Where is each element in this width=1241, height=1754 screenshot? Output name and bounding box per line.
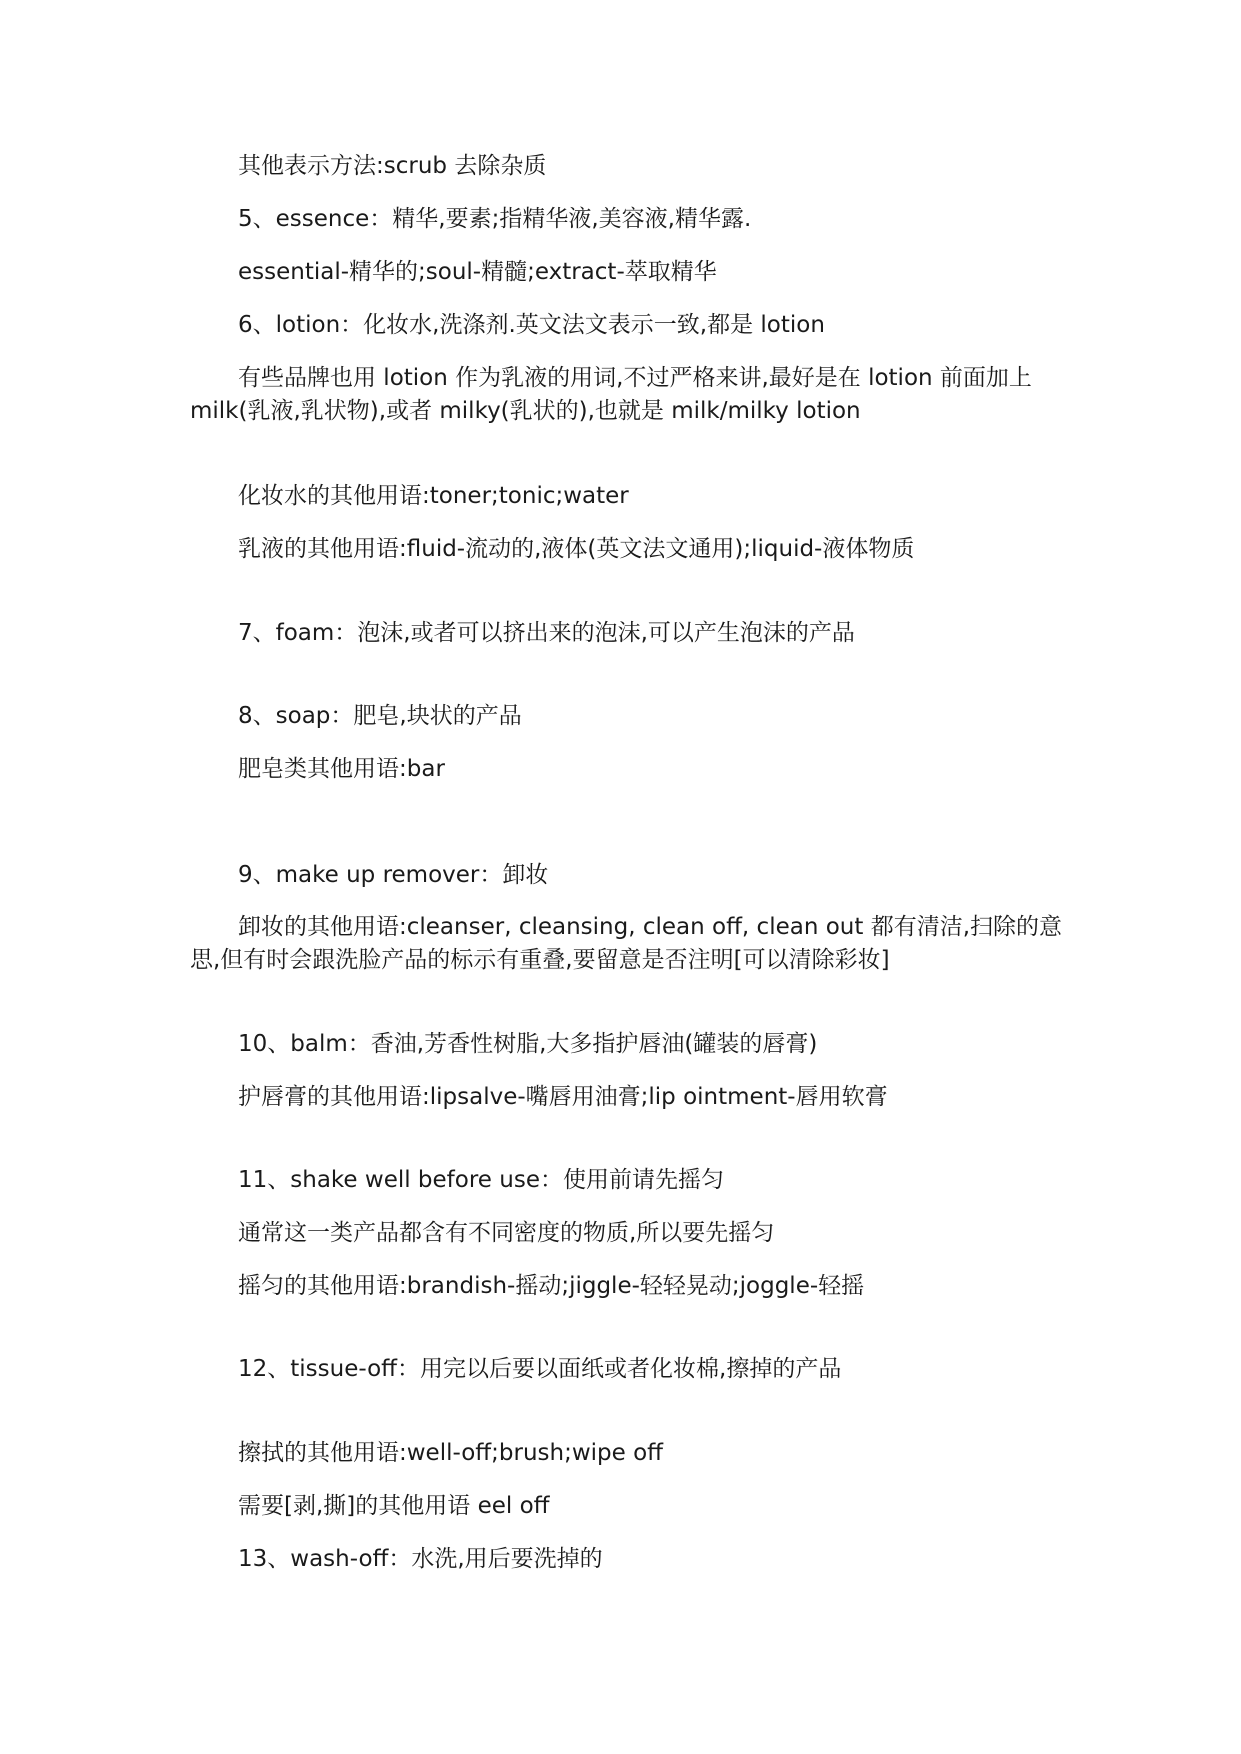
text-line: essential-精华的;soul-精髓;extract-萃取精华 [238,259,717,285]
item-heading-tissue-off: 12、tissue-off：用完以后要以面纸或者化妆棉,擦掉的产品 [238,1356,842,1382]
item-heading-soap: 8、soap：肥皂,块状的产品 [238,703,522,729]
text-line: 擦拭的其他用语:well-off;brush;wipe off [238,1440,664,1466]
paragraph-lotion-note: 有些品牌也用 lotion 作为乳液的用词,不过严格来讲,最好是在 lotion 前面加上 milk(乳液,乳状物),或者 milky(乳状的),也就是 milk/milky lotion [190,365,1032,424]
item-heading-shake-well: 11、shake well before use：使用前请先摇匀 [238,1167,724,1193]
item-heading-foam: 7、foam：泡沫,或者可以挤出来的泡沫,可以产生泡沫的产品 [238,620,855,646]
text-line: 乳液的其他用语:fluid-流动的,液体(英文法文通用);liquid-液体物质 [238,536,915,562]
text-line: 化妆水的其他用语:toner;tonic;water [238,483,629,509]
item-heading-wash-off: 13、wash-off：水洗,用后要洗掉的 [238,1546,603,1572]
text-line: 护唇膏的其他用语:lipsalve-嘴唇用油膏;lip ointment-唇用软膏 [238,1084,888,1110]
text-line: 摇匀的其他用语:brandish-摇动;jiggle-轻轻晃动;joggle-轻摇 [238,1273,865,1299]
item-heading-essence: 5、essence：精华,要素;指精华液,美容液,精华露. [238,206,752,232]
item-heading-balm: 10、balm：香油,芳香性树脂,大多指护唇油(罐装的唇膏) [238,1031,818,1057]
paragraph-remover-note: 卸妆的其他用语:cleanser, cleansing, clean off, clean out 都有清洁,扫除的意思,但有时会跟洗脸产品的标示有重叠,要留意是否注明[可以清除彩妆] [190,914,1063,973]
text-line: 通常这一类产品都含有不同密度的物质,所以要先摇匀 [238,1220,775,1246]
item-heading-makeup-remover: 9、make up remover：卸妆 [238,862,549,888]
text-line: 肥皂类其他用语:bar [238,756,445,782]
text-line: 需要[剥,撕]的其他用语 eel off [238,1493,550,1519]
item-heading-lotion: 6、lotion：化妆水,洗涤剂.英文法文表示一致,都是 lotion [238,312,825,338]
text-line: 其他表示方法:scrub 去除杂质 [238,153,547,179]
